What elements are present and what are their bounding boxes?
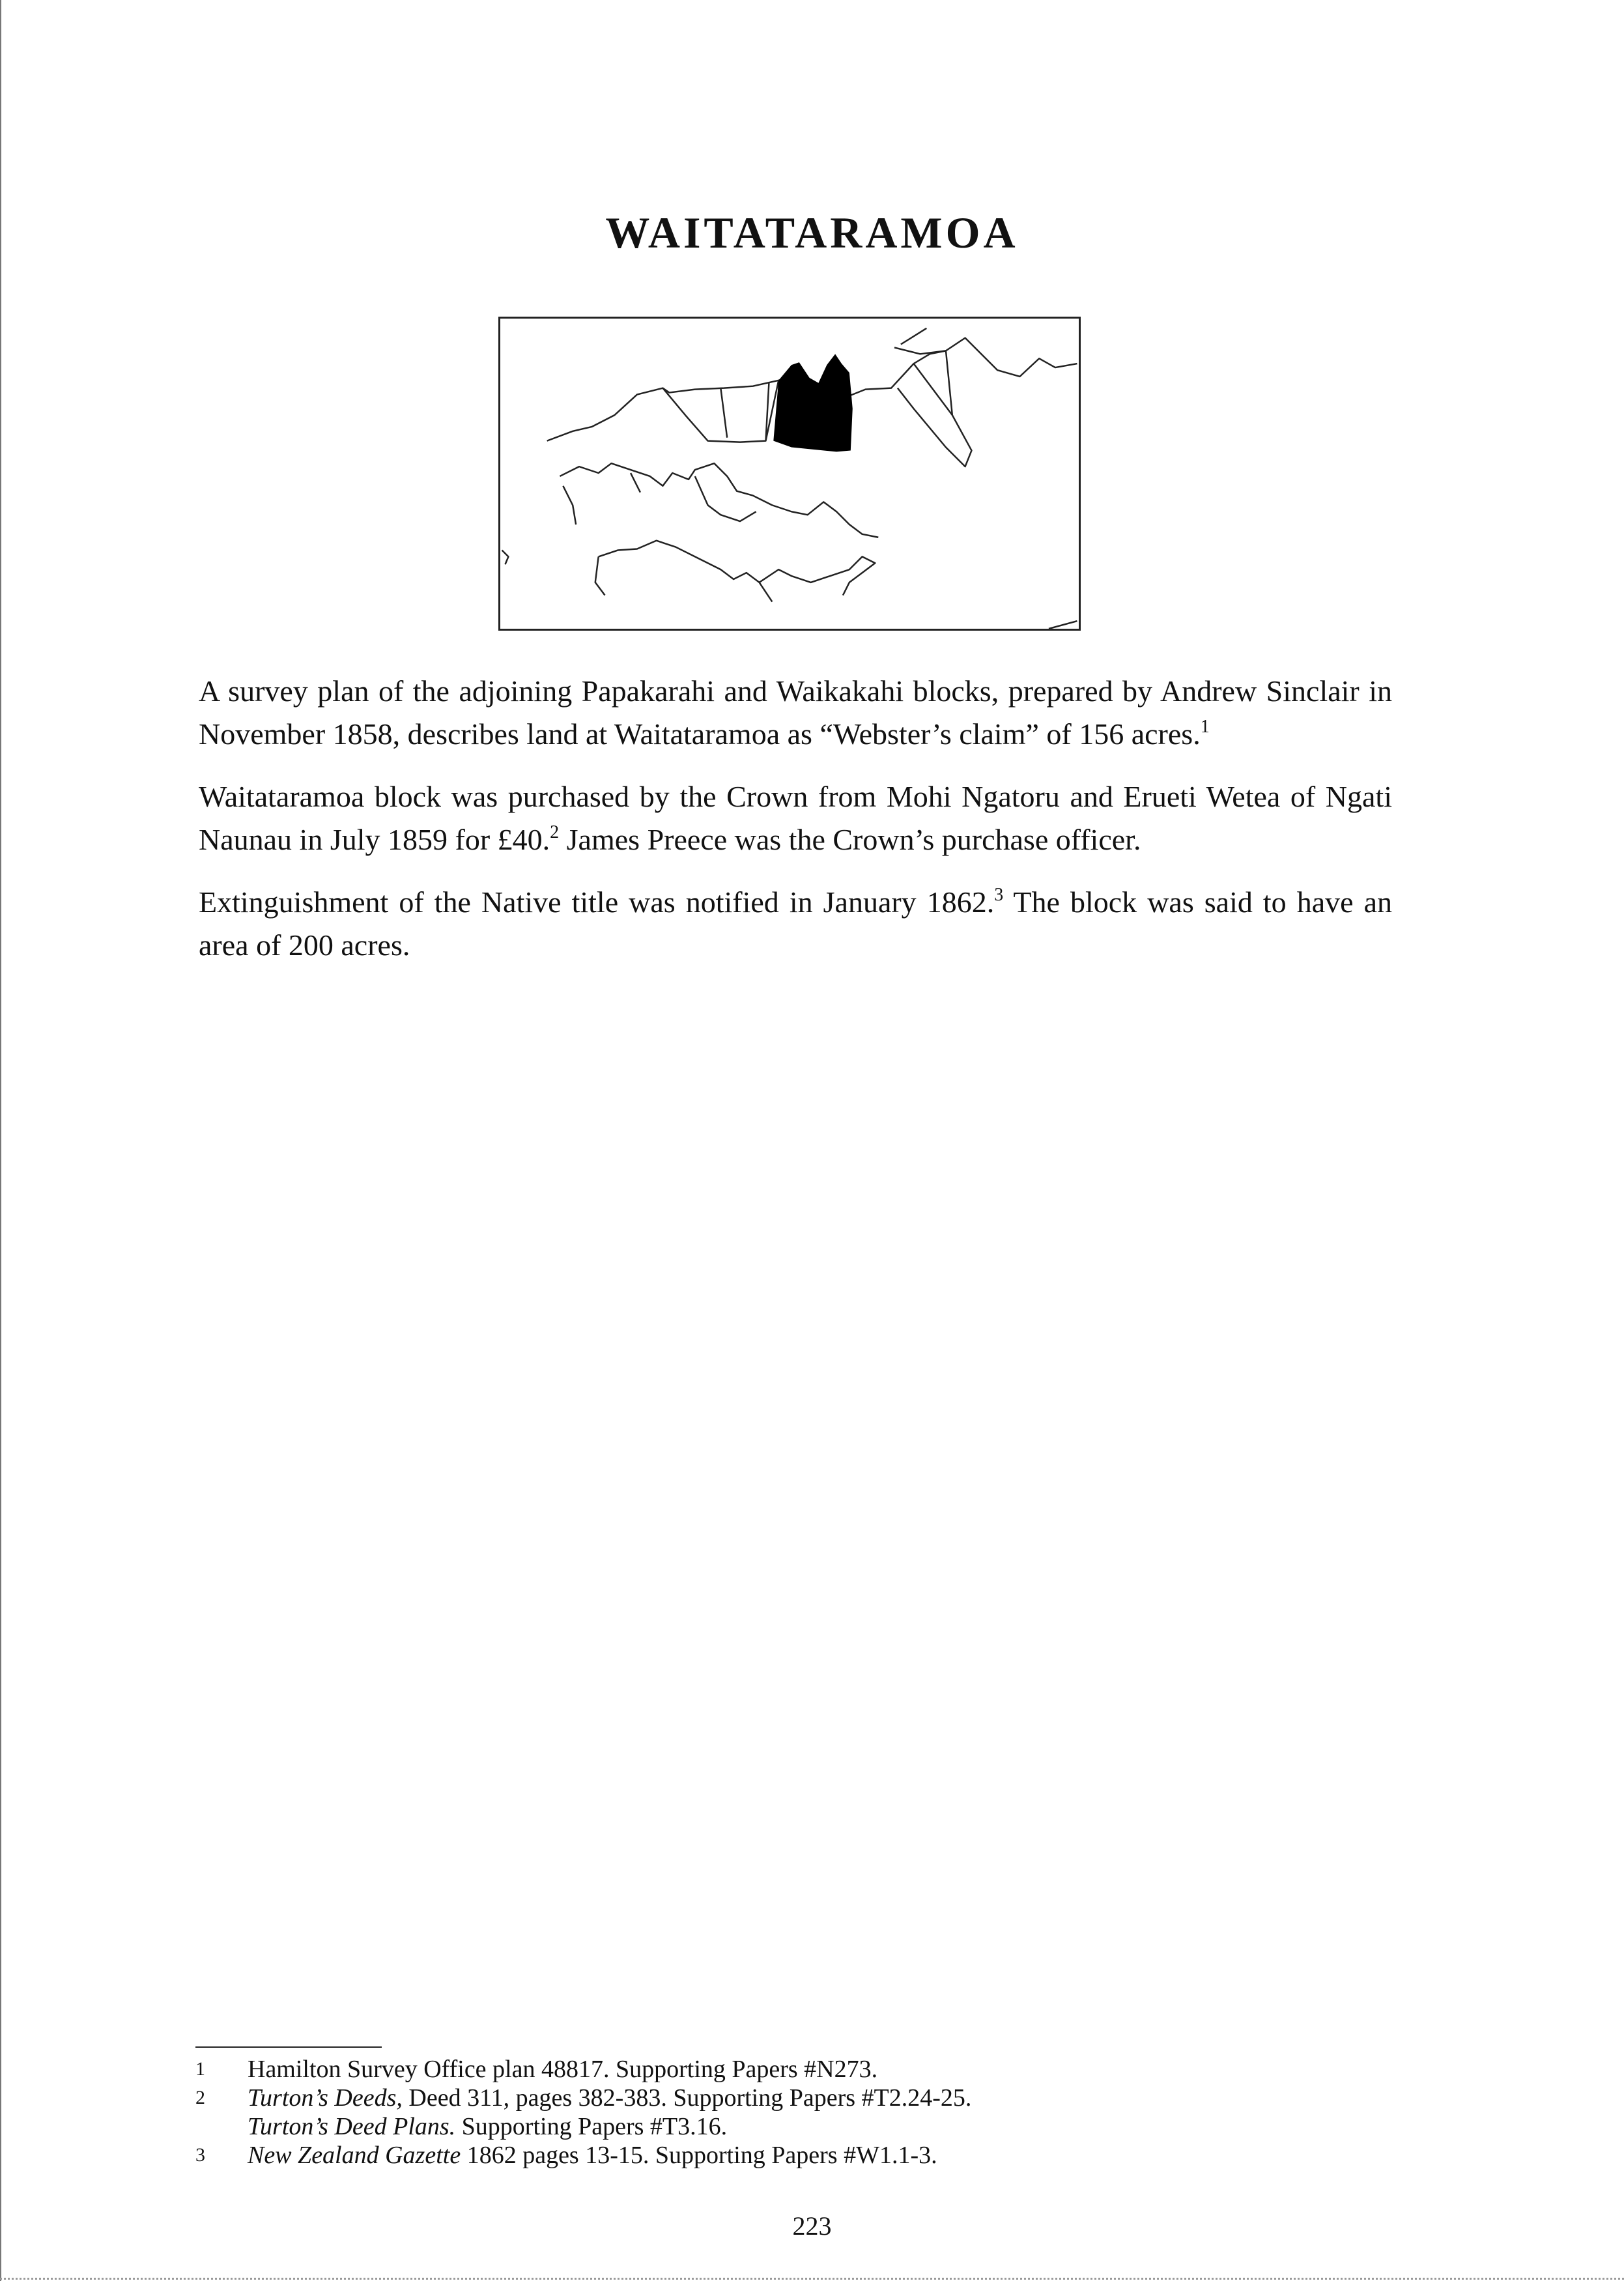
footnote-number: 3: [195, 2144, 205, 2166]
map-coastline-middle: [560, 463, 878, 538]
footnote-2: [195, 2084, 1173, 2112]
waitataramoa-block: [773, 354, 852, 452]
map-headland: [894, 328, 946, 354]
map-corner-marker: [1049, 621, 1077, 629]
footnote-text: [248, 2141, 1173, 2170]
footnote-2-title: Turton’s Deeds,: [248, 2084, 403, 2112]
footnote-1: [195, 2055, 1173, 2084]
map-coastline-inner: [563, 473, 756, 524]
paragraph-2-text-b: James Preece was the Crown’s purchase officer.: [559, 823, 1141, 856]
footnote-1-body: Hamilton Survey Office plan 48817. Supporting Papers #N273.: [248, 2056, 878, 2083]
page-left-edge: [0, 0, 1, 2281]
paragraph-2-text-a: Waitataramoa block was purchased by the Crown from Mohi Ngatoru and Erueti Wetea of Ngati Naunau in July 1859 for £40.: [199, 780, 1392, 856]
footnote-3-title: New Zealand Gazette: [248, 2142, 461, 2169]
page-number: 223: [792, 2211, 832, 2241]
paragraph-1: [199, 670, 1392, 756]
paragraph-1-text: A survey plan of the adjoining Papakarahi and Waikakahi blocks, prepared by Andrew Sinclair in November 1858, describes land at Waitataramoa as “Webster’s claim” of 156 acres.: [199, 674, 1392, 751]
footnote-2b-title: Turton’s Deed Plans.: [248, 2113, 456, 2140]
footnote-2b-body: Supporting Papers #T3.16.: [455, 2113, 728, 2140]
footnote-3-body: 1862 pages 13-15. Supporting Papers #W1.1-3.: [461, 2142, 937, 2169]
map-drawing: [500, 319, 1079, 629]
paragraph-2: [199, 775, 1392, 861]
footnote-ref-1: 1: [1200, 717, 1210, 737]
footnote-number: [195, 2112, 248, 2141]
footnote-text: [248, 2112, 1173, 2141]
page-title: WAITATARAMOA: [605, 208, 1019, 257]
footnote-text: [248, 2055, 1173, 2084]
paragraph-3-text-a: Extinguishment of the Native title was notified in January 1862.: [199, 885, 995, 919]
footnote-number: 2: [195, 2087, 205, 2108]
page-bottom-edge: [0, 2278, 1624, 2280]
footnote-ref-2: 2: [550, 822, 560, 842]
footnote-rule: [195, 2046, 382, 2048]
map-coastline-south: [599, 541, 876, 595]
footnote-text: [248, 2084, 1173, 2112]
paragraph-3: [199, 881, 1392, 967]
body-text: [199, 670, 1392, 986]
map-left-marker: [502, 551, 509, 565]
footnote-2-body: Deed 311, pages 382-383. Supporting Papers #T2.24-25.: [402, 2084, 972, 2112]
footnote-number: 1: [195, 2058, 205, 2080]
map-coastline-south-inner: [595, 556, 773, 601]
location-map: [498, 317, 1081, 631]
footnote-ref-3: 3: [994, 885, 1004, 905]
paragraph-3-text-b: The block was said to have an area of 200 acres.: [199, 885, 1392, 962]
footnotes: [195, 2055, 1173, 2170]
footnote-3: [195, 2141, 1173, 2170]
footnote-2-continued: [195, 2112, 1173, 2141]
